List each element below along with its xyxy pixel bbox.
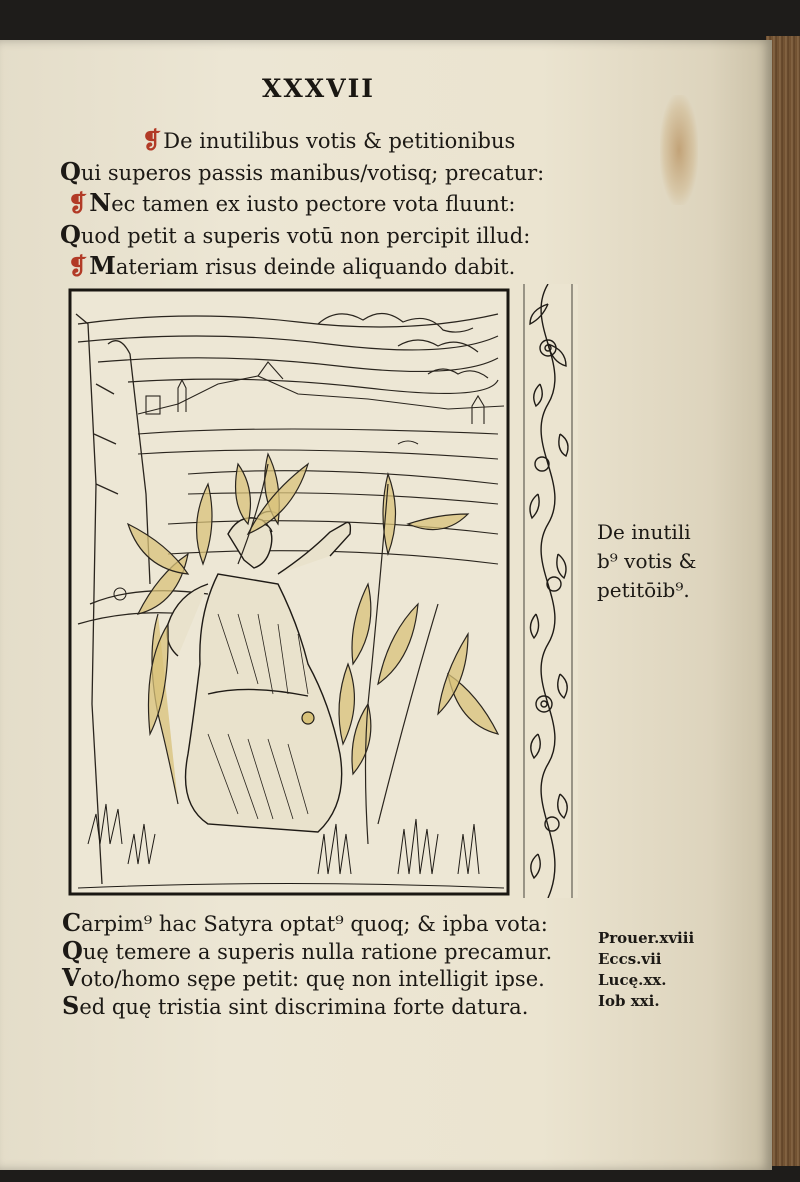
initial-letter: N [89,188,112,217]
verse-top [60,126,580,283]
folio-number: XXXVII [262,74,375,103]
pilcrow-mark: ❡ [68,190,88,217]
floral-border [514,284,580,898]
verse-line [62,910,602,938]
pilcrow-mark: ❡ [142,127,162,154]
verse-text: oto/homo sępe petit: quę non intelligit ipse. [80,967,545,991]
initial-letter: M [89,251,116,280]
verse-text: uę temere a superis nulla ratione precamur. [82,939,553,964]
reference-line: Eccs.vii [598,950,662,968]
verse-line [62,990,602,1021]
verse-text: ed quę tristia sint discrimina forte datura. [79,994,529,1019]
scripture-references [598,928,694,1012]
verse-line [60,188,580,220]
verse-line [62,965,602,993]
heading-line [60,126,580,157]
verse-bottom [62,910,602,1020]
margin-note-line: De inutili [597,520,691,544]
verse-line [60,157,580,189]
initial-letter: Q [60,156,81,186]
verse-text: arpim⁹ hac Satyra optat⁹ quoq; & ipba vota: [81,912,548,936]
pilcrow-mark: ❡ [68,253,88,280]
margin-note-line: petitōib⁹. [597,578,690,602]
initial-letter: Q [60,219,81,249]
initial-letter: Q [62,935,83,965]
margin-note-line: b⁹ votis & [597,549,697,573]
margin-note [597,518,696,605]
initial-letter: V [62,963,81,992]
verse-text: ateriam risus deinde aliquando dabit. [115,255,516,279]
water-stain [660,95,698,205]
verse-line [60,251,580,283]
woodcut-illustration [68,284,512,898]
verse-line [62,935,602,966]
verse-line [60,220,580,252]
verse-text: ec tamen ex iusto pectore vota fluunt: [111,192,516,216]
verse-text: ui superos passis manibus/votisq; precatur: [80,160,545,185]
reference-line: Lucę.xx. [598,971,667,989]
chapter-heading: De inutilibus votis & petitionibus [163,129,516,153]
verse-text: uod petit a superis votū non percipit illud: [80,223,531,248]
reference-line: Iob xxi. [598,992,660,1010]
initial-letter: S [62,990,80,1020]
initial-letter: C [62,908,82,937]
reference-line: Prouer.xviii [598,929,695,947]
